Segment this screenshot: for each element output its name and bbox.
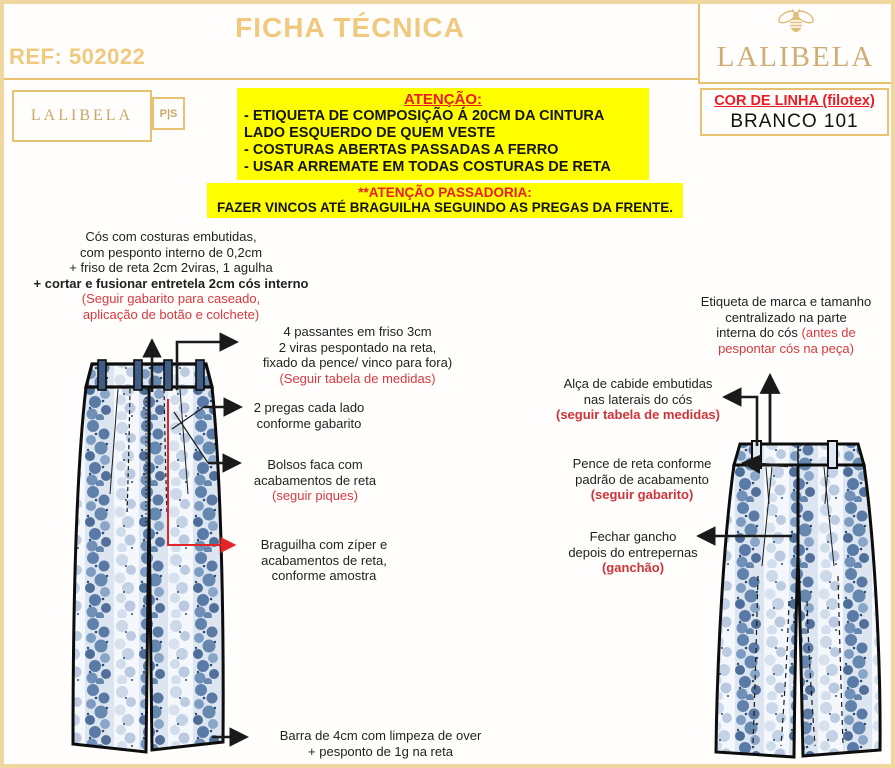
annotation-line: pespontar cós na peça) <box>718 340 854 356</box>
annotation-line: Etiqueta de marca e tamanho <box>700 294 872 309</box>
back-right-leg <box>798 465 880 756</box>
pants-back-drawing <box>710 436 884 768</box>
front-left-leg <box>73 387 149 752</box>
thread-color-box <box>700 88 889 136</box>
size-tag-box <box>152 97 185 130</box>
pressing-attention-box <box>207 183 683 218</box>
annotation-line: centralizado na parte <box>725 309 847 325</box>
annotation-waistband <box>6 229 336 322</box>
reference-number: REF: 502022 <box>9 44 146 69</box>
annotation-belt-loops <box>250 324 465 386</box>
pressing-attention-line: FAZER VINCOS ATÉ BRAGUILHA SEGUINDO AS PREGAS DA FRENTE. <box>216 200 674 215</box>
annotation-pleats <box>246 400 372 431</box>
annotation-line: Fechar gancho <box>589 529 677 544</box>
annotation-line: 2 pregas cada lado <box>253 400 365 415</box>
brand-logo-cell <box>698 4 891 84</box>
annotation-line: Cós com costuras embutidas, <box>85 229 257 244</box>
annotation-line <box>688 325 884 341</box>
front-right-leg <box>149 387 223 750</box>
annotation-line: conforme amostra <box>271 568 377 583</box>
brand-label-box <box>12 90 152 142</box>
annotation-line: acabamentos de reta, <box>261 552 387 568</box>
annotation-line: (Seguir tabela de medidas) <box>279 370 436 386</box>
bee-icon <box>776 8 816 34</box>
annotation-line: Pence de reta conforme <box>572 456 712 471</box>
annotation-pockets <box>246 457 384 504</box>
annotation-line: nas laterais do cós <box>583 391 693 407</box>
attention-line: - COSTURAS ABERTAS PASSADAS A FERRO <box>244 142 559 158</box>
attention-box <box>237 88 649 180</box>
annotation-line: (Seguir gabarito para caseado, <box>81 291 261 306</box>
annotation-line: Alça de cabide embutidas <box>563 376 713 391</box>
annotation-line: 4 passantes em friso 3cm <box>283 324 432 339</box>
annotation-text: interna do cós <box>716 325 802 340</box>
annotation-line: Barra de 4cm com limpeza de over <box>279 728 482 743</box>
annotation-line: Braguilha com zíper e <box>260 537 388 552</box>
annotation-line: + cortar e fusionar entretela 2cm cós interno <box>33 275 309 291</box>
annotation-line: (seguir gabarito) <box>590 487 694 502</box>
annotation-line: com pesponto interno de 0,2cm <box>79 244 263 260</box>
brand-label: LALIBELA <box>30 107 134 124</box>
annotation-line: acabamentos de reta <box>253 472 377 488</box>
annotation-line: padrão de acabamento <box>575 471 709 487</box>
brand-name: LALIBELA <box>716 41 875 73</box>
thread-color-value: BRANCO 101 <box>730 111 859 132</box>
pants-front-drawing <box>60 354 236 766</box>
annotation-line: Bolsos faca com <box>267 457 363 472</box>
annotation-hanger-loop <box>544 376 732 423</box>
annotation-text: (antes de <box>801 325 856 340</box>
attention-line: - ETIQUETA DE COMPOSIÇÃO Á 20CM DA CINTURA <box>244 108 605 124</box>
annotation-line: (seguir piques) <box>272 488 358 503</box>
annotation-hem <box>258 728 503 759</box>
annotation-back-rise <box>540 529 726 576</box>
attention-line: LADO ESQUERDO DE QUEM VESTE <box>244 125 496 141</box>
size-tag: P|S <box>159 107 178 120</box>
thread-color-label: COR DE LINHA (filotex) <box>714 93 875 109</box>
page-title: FICHA TÉCNICA <box>235 12 465 43</box>
annotation-line: + pesponto de 1g na reta <box>308 743 453 759</box>
annotation-line: (ganchão) <box>601 560 665 575</box>
annotation-line: + friso de reta 2cm 2viras, 1 agulha <box>69 260 273 275</box>
annotation-fly <box>248 537 400 584</box>
annotation-label <box>688 294 884 356</box>
annotation-line: (seguir tabela de medidas) <box>556 407 720 422</box>
annotation-line: conforme gabarito <box>256 415 362 431</box>
attention-title: ATENÇÃO: <box>403 91 483 108</box>
annotation-line: 2 viras pespontado na reta, <box>278 339 437 355</box>
annotation-line: fixado da pence/ vinco para fora) <box>262 355 453 370</box>
annotation-line: aplicação de botão e colchete) <box>82 306 260 322</box>
pressing-attention-title: **ATENÇÃO PASSADORIA: <box>358 185 532 200</box>
back-left-leg <box>716 465 798 757</box>
annotation-line: depois do entrepernas <box>568 544 698 560</box>
header-divider <box>4 78 698 80</box>
annotation-dart <box>548 456 736 503</box>
attention-line: - USAR ARREMATE EM TODAS COSTURAS DE RETA <box>244 159 611 175</box>
